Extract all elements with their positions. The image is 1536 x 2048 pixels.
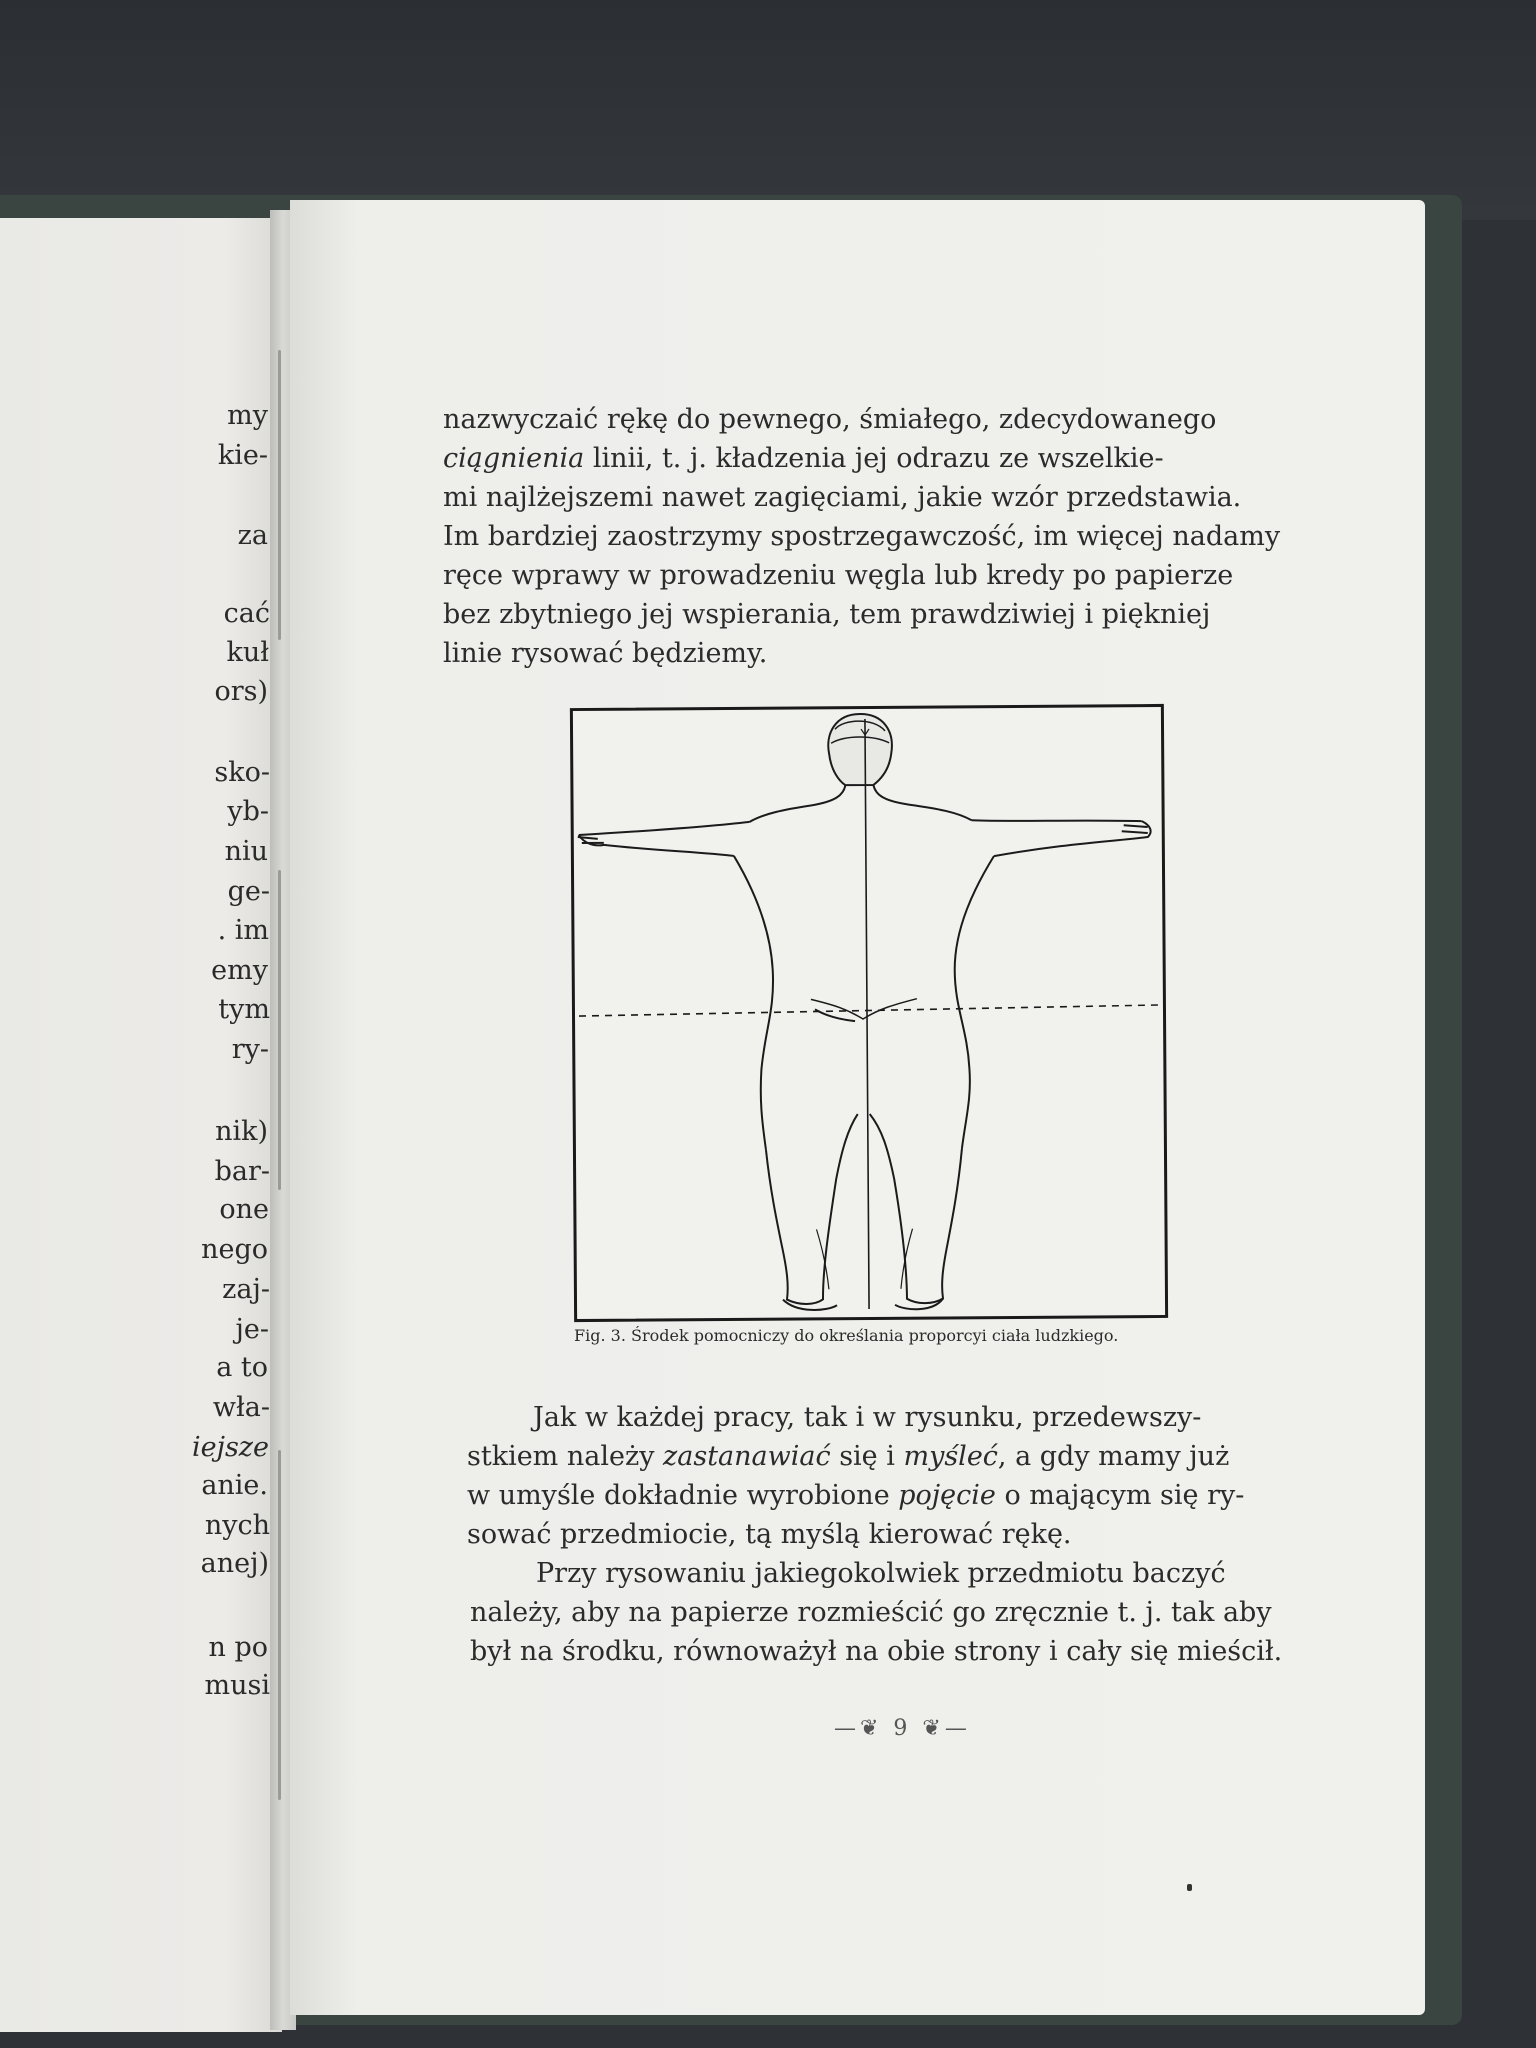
text-line: był na środku, równoważył na obie strony i cały się mieścił.	[470, 1636, 1283, 1667]
left-page-text-fragment: a to	[216, 1352, 268, 1383]
text-line: nazwyczaić rękę do pewnego, śmiałego, zdecydowanego	[443, 404, 1217, 435]
paragraph-1	[443, 400, 1279, 673]
text-line: sować przedmiocie, tą myślą kierować rękę.	[467, 1519, 1072, 1550]
stitch	[278, 350, 281, 640]
left-page-text-fragment: sko-	[214, 757, 270, 788]
left-page-text-fragment: iejsze	[191, 1432, 269, 1463]
background	[0, 0, 1536, 220]
figure-body-proportions	[570, 704, 1168, 1322]
left-page-text-fragment: n po	[208, 1632, 268, 1663]
text-line: Jak w każdej pracy, tak i w rysunku, przedewszy-	[533, 1402, 1202, 1433]
text-line: mi najlżejszemi nawet zagięciami, jakie wzór przedstawia.	[443, 482, 1242, 513]
left-page-text-fragment: bar-	[214, 1156, 270, 1187]
human-figure-illustration	[573, 707, 1165, 1319]
left-page-text-fragment: ry-	[231, 1034, 269, 1065]
text-line: Im bardziej zaostrzymy spostrzegawczość, im więcej nadamy	[443, 521, 1281, 552]
left-page-text-fragment: my	[227, 400, 268, 431]
text-line: Przy rysowaniu jakiegokolwiek przedmiotu baczyć	[536, 1558, 1226, 1589]
left-page-text-fragment: kie-	[217, 440, 268, 471]
left-page-text-fragment: tym	[218, 994, 270, 1025]
left-page-text-fragment: musi	[204, 1670, 270, 1701]
left-page-text-fragment: . im	[217, 915, 269, 946]
text-line: stkiem należy zastanawiać się i myśleć, a gdy mamy już	[467, 1441, 1230, 1472]
left-page-text-fragment: kuł	[226, 637, 269, 668]
text-line: ciągnienia linii, t. j. kładzenia jej odrazu ze wszelkie-	[443, 443, 1164, 474]
left-page-text-fragment: wła-	[212, 1392, 270, 1423]
left-page-text-fragment: niu	[224, 836, 268, 867]
left-page-text-fragment: je-	[235, 1314, 269, 1345]
left-page-text-fragment: nych	[204, 1510, 270, 1541]
paper-speck	[1187, 1884, 1192, 1891]
left-page-text-fragment: nego	[201, 1234, 268, 1265]
text-line: należy, aby na papierze rozmieścić go zręcznie t. j. tak aby	[470, 1597, 1272, 1628]
left-page-text-fragment: emy	[211, 955, 268, 986]
left-page-text-fragment: zaj-	[222, 1274, 270, 1305]
figure-caption: Fig. 3. Środek pomocniczy do określania proporcyi ciała ludzkiego.	[574, 1326, 1119, 1345]
stitch	[278, 870, 281, 1190]
left-page-text-fragment: anie.	[201, 1470, 268, 1501]
left-page-text-fragment: one	[219, 1194, 269, 1225]
left-page-text-fragment: yb-	[227, 796, 269, 827]
left-page-text-fragment: za	[237, 520, 268, 551]
stitch	[278, 1450, 281, 1800]
left-page-text-fragment: ors)	[214, 676, 268, 707]
left-page-text-fragment: ge-	[227, 876, 270, 907]
paragraph-2	[467, 1398, 1305, 1554]
left-page-text-fragment: nik)	[215, 1116, 268, 1147]
page-number-ornament: —❦ 9 ❦—	[834, 1716, 971, 1741]
text-line: w umyśle dokładnie wyrobione pojęcie o mającym się ry-	[467, 1480, 1245, 1511]
left-page	[0, 218, 282, 2032]
text-line: ręce wprawy w prowadzeniu węgla lub kredy po papierze	[443, 560, 1234, 591]
paragraph-3	[470, 1554, 1306, 1671]
left-page-text-fragment: cać	[223, 598, 270, 629]
text-line: linie rysować będziemy.	[443, 638, 768, 669]
left-page-text-fragment: anej)	[200, 1548, 269, 1579]
text-line: bez zbytniego jej wspierania, tem prawdziwiej i piękniej	[443, 599, 1211, 630]
